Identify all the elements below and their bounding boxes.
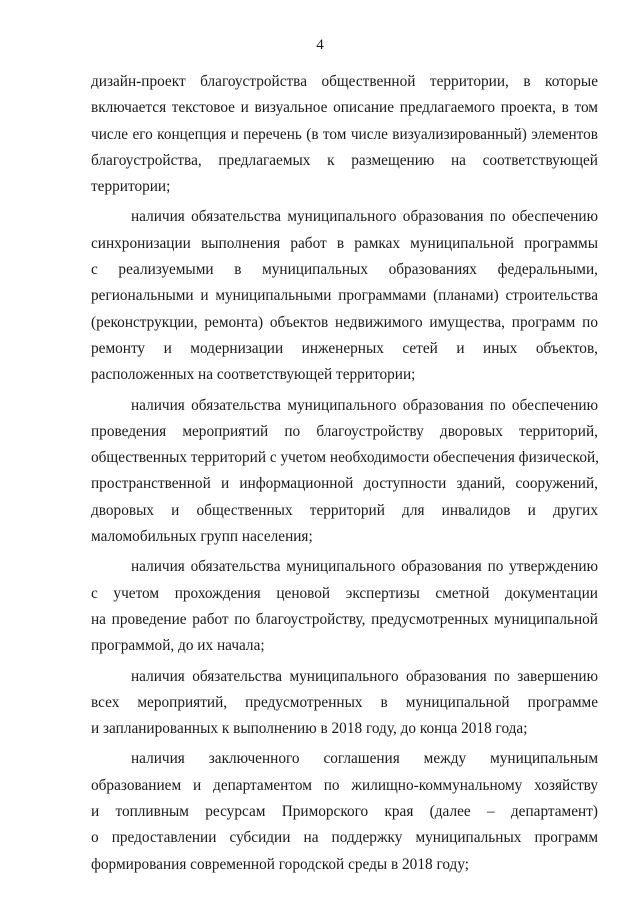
text-line: программой, до их начала; [91,637,265,655]
text-line: на проведение работ по благоустройству, предусмотренных муниципальной [91,610,598,628]
text-line: с учетом прохождения ценовой экспертизы сметной документации [91,584,598,602]
text-line: маломобильных групп населения; [91,528,313,546]
text-line: наличия обязательства муниципального образования по обеспечению [131,208,598,226]
paragraph [91,204,598,388]
page-number: 4 [316,37,324,53]
text-line: (реконструкции, ремонта) объектов недвижимого имущества, программ по [91,313,598,331]
text-line: расположенных на соответствующей территории; [91,366,416,384]
text-line: и топливным ресурсам Приморского края (далее – департамент) [91,803,598,821]
paragraph [91,746,598,877]
text-line: наличия заключенного соглашения между муниципальным [131,750,598,768]
text-line: дворовых и общественных территорий для инвалидов и других [91,501,598,519]
paragraph [91,69,598,200]
text-line: синхронизации выполнения работ в рамках муниципальной программы [91,234,598,252]
text-line: наличия обязательства муниципального образования по обеспечению [131,396,598,414]
text-line: благоустройства, предлагаемых к размещению на соответствующей [91,151,598,169]
text-line: о предоставлении субсидии на поддержку муниципальных программ [91,829,598,847]
paragraph [91,554,598,659]
text-line: проведения мероприятий по благоустройству дворовых территорий, [91,422,598,440]
text-line: пространственной и информационной доступности зданий, сооружений, [91,475,598,493]
text-line: числе его концепция и перечень (в том числе визуализированный) элементов [91,125,598,143]
text-line: с реализуемыми в муниципальных образованиях федеральными, [91,261,598,279]
paragraph [91,393,598,551]
text-line: формирования современной городской среды в 2018 году; [91,855,470,873]
text-line: общественных территорий с учетом необходимости обеспечения физической, [91,449,599,467]
text-line: и запланированных к выполнению в 2018 году, до конца 2018 года; [91,720,528,738]
paragraph [91,664,598,743]
text-line: всех мероприятий, предусмотренных в муниципальной программе [91,693,598,711]
document-body [91,69,598,882]
text-line: наличия обязательства муниципального образования по завершению [131,667,598,685]
text-line: наличия обязательства муниципального образования по утверждению [131,558,598,576]
text-line: ремонту и модернизации инженерных сетей и иных объектов, [91,339,598,357]
text-line: территории; [91,178,171,196]
text-line: региональными и муниципальными программами (планами) строительства [91,287,598,305]
text-line: дизайн-проект благоустройства общественной территории, в которые [91,73,598,90]
text-line: включается текстовое и визуальное описание предлагаемого проекта, в том [91,99,598,117]
text-line: образованием и департаментом по жилищно-коммунальному хозяйству [91,776,598,794]
